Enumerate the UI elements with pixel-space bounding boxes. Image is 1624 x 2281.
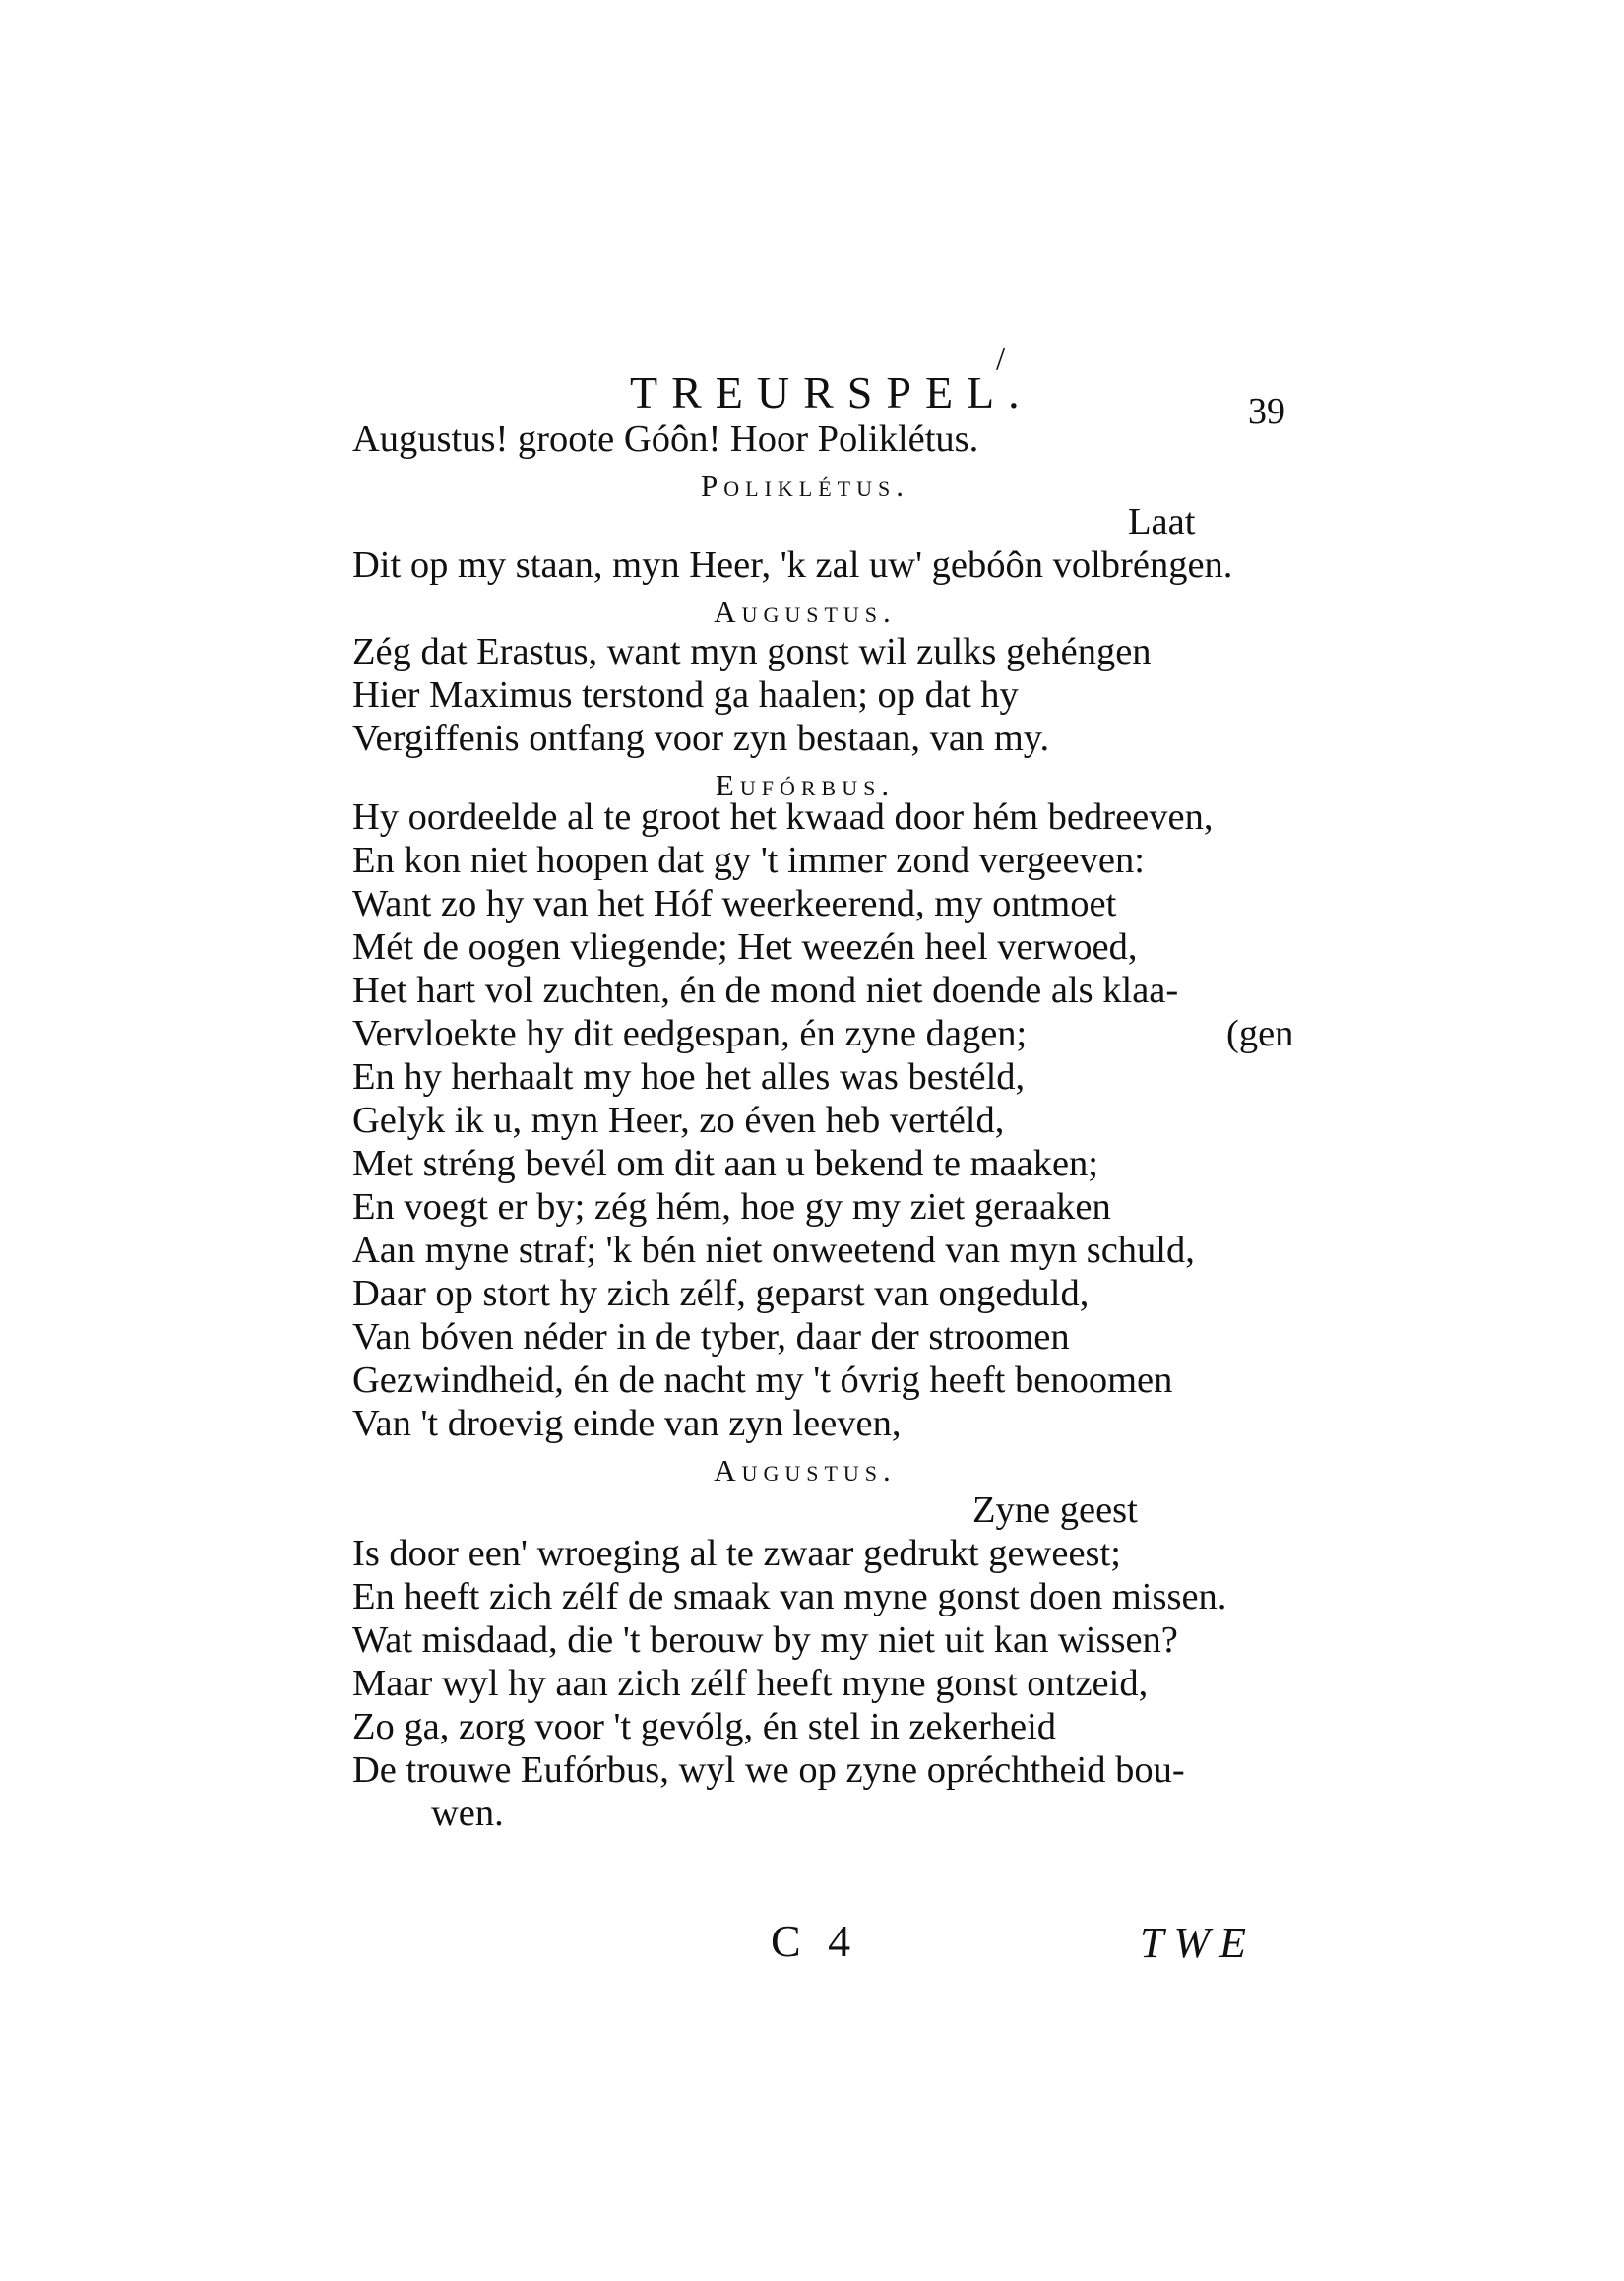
verse-line: Mét de oogen vliegende; Het weezén heel verwoed,	[352, 926, 1138, 968]
verse-line-carryover: (gen	[1226, 1013, 1294, 1054]
catchword: TWE	[1140, 1919, 1256, 1967]
running-title-mark: /	[996, 341, 1006, 377]
speaker-name: Augustus.	[714, 595, 897, 629]
verse-line: Het hart vol zuchten, én de mond niet doende als klaa-	[352, 970, 1179, 1011]
speaker-name: Augustus.	[714, 1453, 897, 1488]
verse-line: Van 't droevig einde van zyn leeven,	[352, 1403, 902, 1444]
verse-line: En hy herhaalt my hoe het alles was bestéld,	[352, 1056, 1026, 1098]
verse-line: Hier Maximus terstond ga haalen; op dat hy	[352, 674, 1019, 716]
verse-line: Maar wyl hy aan zich zélf heeft myne gonst ontzeid,	[352, 1663, 1149, 1704]
verse-line: Is door een' wroeging al te zwaar gedrukt geweest;	[352, 1533, 1121, 1574]
running-title: TREURSPEL.	[630, 367, 1033, 417]
verse-line: Dit op my staan, myn Heer, 'k zal uw' gebóôn volbréngen.	[352, 544, 1233, 586]
verse-line: En voegt er by; zég hém, hoe gy my ziet geraaken	[352, 1186, 1111, 1228]
verse-line-turnover: wen.	[431, 1793, 504, 1834]
verse-line: En heeft zich zélf de smaak van myne gonst doen missen.	[352, 1576, 1227, 1617]
speaker-name: Eufórbus.	[715, 768, 896, 802]
signature-mark: C 4	[771, 1916, 859, 1966]
verse-line: Daar op stort hy zich zélf, geparst van ongeduld,	[352, 1273, 1090, 1314]
verse-line: Vergiffenis ontfang voor zyn bestaan, van my.	[352, 718, 1050, 759]
verse-line: Wat misdaad, die 't berouw by my niet uit kan wissen?	[352, 1619, 1178, 1661]
verse-line: Zég dat Erastus, want myn gonst wil zulks gehéngen	[352, 631, 1152, 672]
verse-line: Gezwindheid, én de nacht my 't óvrig heeft benoomen	[352, 1360, 1173, 1401]
verse-line: Vervloekte hy dit eedgespan, én zyne dagen;	[352, 1013, 1028, 1054]
verse-line: Augustus! groote Góôn! Hoor Poliklétus.	[352, 418, 979, 460]
verse-line: Met stréng bevél om dit aan u bekend te maaken;	[352, 1143, 1098, 1184]
verse-line: Aan myne straf; 'k bén niet onweetend van myn schuld,	[352, 1230, 1195, 1271]
verse-line: Van bóven néder in de tyber, daar der stroomen	[352, 1316, 1070, 1358]
verse-line: Gelyk ik u, myn Heer, zo éven heb vertéld,	[352, 1100, 1005, 1141]
speaker-name: Poliklétus.	[701, 469, 909, 503]
verse-line: Want zo hy van het Hóf weerkeerend, my ontmoet	[352, 883, 1117, 924]
verse-line: De trouwe Eufórbus, wyl we op zyne opréchtheid bou-	[352, 1749, 1185, 1791]
verse-line: Hy oordeelde al te groot het kwaad door hém bedreeven,	[352, 796, 1214, 838]
verse-line: En kon niet hoopen dat gy 't immer zond vergeeven:	[352, 840, 1145, 881]
verse-line-continuation: Zyne geest	[972, 1489, 1138, 1531]
verse-line: Zo ga, zorg voor 't gevólg, én stel in zekerheid	[352, 1706, 1057, 1747]
page-number: 39	[1248, 391, 1285, 432]
verse-line-continuation: Laat	[1128, 501, 1196, 542]
